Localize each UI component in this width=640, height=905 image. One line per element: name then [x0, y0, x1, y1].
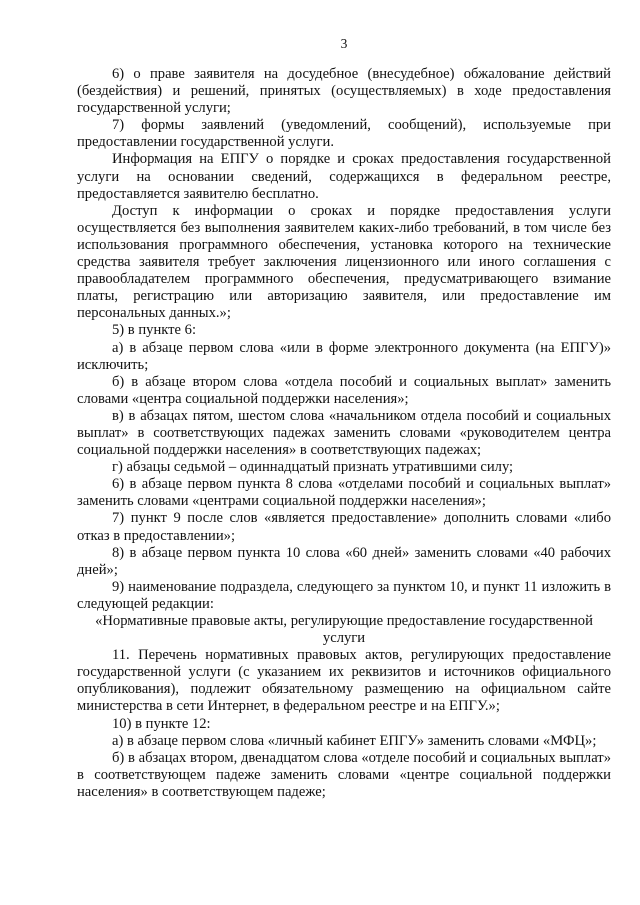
paragraph-point-5a: а) в абзаце первом слова «или в форме электронного документа (на ЕПГУ)» исключить;	[77, 339, 611, 373]
paragraph-point-10a: а) в абзаце первом слова «личный кабинет ЕПГУ» заменить словами «МФЦ»;	[112, 732, 597, 749]
paragraph-point-5b: б) в абзаце втором слова «отдела пособий и социальных выплат» заменить словами «центра социальной поддержки населения»;	[77, 373, 611, 407]
paragraph-point-8: 8) в абзаце первом пункта 10 слова «60 дней» заменить словами «40 рабочих дней»;	[77, 544, 611, 578]
paragraph-point-6: 6) в абзаце первом пункта 8 слова «отделами пособий и социальных выплат» заменить словами «центрами социальной поддержки населения»;	[77, 476, 611, 510]
paragraph-item-7: 7) формы заявлений (уведомлений, сообщений), используемые при предоставлении государственной услуги.	[77, 117, 611, 151]
paragraph-point-10b: б) в абзацах втором, двенадцатом слова «отделе пособий и социальных выплат» в соответствующем падеже заменить словами «центре социальной поддержки населения» в соответствующем падеже;	[77, 749, 611, 800]
paragraph-epgu-info: Информация на ЕПГУ о порядке и сроках предоставления государственной услуги на основании сведений, содержащихся в федеральном реестре, предоставляется заявителю бесплатно.	[77, 151, 611, 202]
paragraph-point-10: 10) в пункте 12:	[112, 715, 211, 732]
paragraph-access-info: Доступ к информации о сроках и порядке предоставления услуги осуществляется без выполнения заявителем каких-либо требований, в том числе без использования программного обеспечения, установка которого на технические средства заявителя требует заключения лицензионного или иного соглашения с правообладателем программного обеспечения, предусматривающего взимание платы, регистрацию или авторизацию заявителя, или предоставление им персональных данных.»;	[77, 202, 611, 322]
paragraph-point-5g: г) абзацы седьмой – одиннадцатый признать утратившими силу;	[112, 459, 514, 476]
paragraph-point-7: 7) пункт 9 после слов «является предоставление» дополнить словами «либо отказ в предоставлении»;	[77, 510, 611, 544]
paragraph-point-11: 11. Перечень нормативных правовых актов, регулирующих предоставление государственной услуги (с указанием их реквизитов и источников официального опубликования), подлежит обязательному размещению на официальном сайте министерства в сети Интернет, в федеральном реестре и на ЕПГУ.»;	[77, 647, 611, 715]
paragraph-point-9: 9) наименование подраздела, следующего за пунктом 10, и пункт 11 изложить в следующей редакции:	[77, 578, 611, 612]
paragraph-point-5: 5) в пункте 6:	[112, 322, 197, 339]
paragraph-item-6: 6) о праве заявителя на досудебное (внесудебное) обжалование действий (бездействия) и решений, принятых (осуществляемых) в ходе предоставления государственной услуги;	[77, 66, 611, 117]
paragraph-point-5v: в) в абзацах пятом, шестом слова «начальником отдела пособий и социальных выплат» в соответствующих падежах заменить словами «руководителем центра социальной поддержки населения» в соответствующих падежах;	[77, 407, 611, 459]
page-number: 3	[340, 36, 348, 51]
subsection-heading: «Нормативные правовые акты, регулирующие предоставление государственной услуги	[95, 613, 593, 647]
